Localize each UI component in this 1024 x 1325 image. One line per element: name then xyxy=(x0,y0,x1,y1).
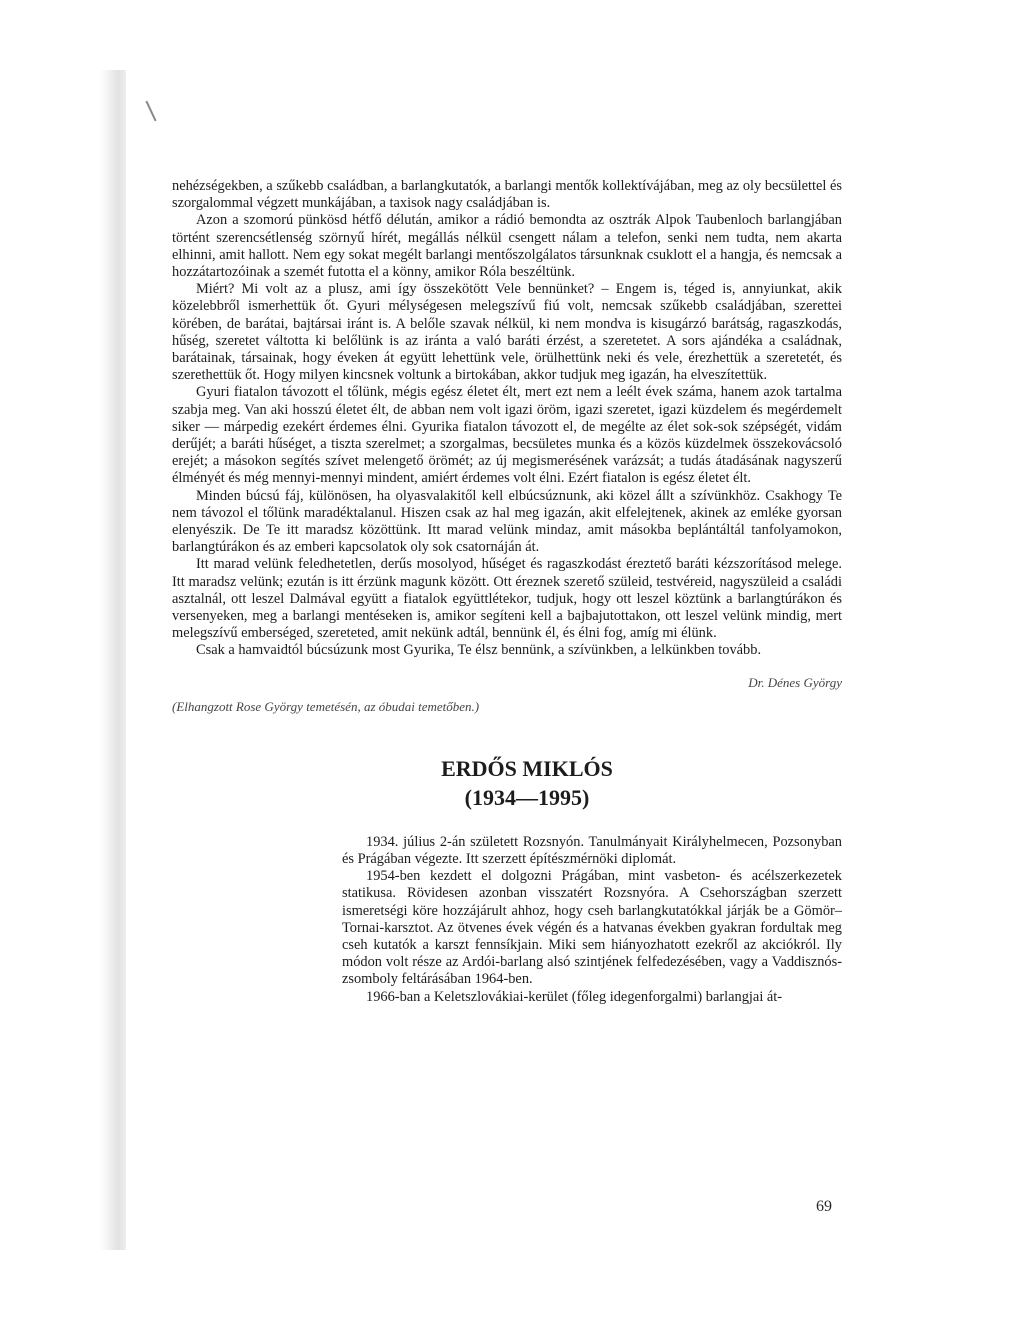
paragraph-2: Azon a szomorú pünkösd hétfő délután, amikor a rádió bemondta az osztrák Alpok Taubenloch barlangjában történt szerencsétlenség szörnyű hírét, megállás nélkül csengett nálam a telefon, senki nem tudta, nem akarta elhinni, amit hallott. Nem egy sokat megélt barlangi mentőszolgálatos társunknak csuklott el a hangja, és nemcsak a hozzátartozóinak a szemét futotta el a könny, amikor Róla beszéltünk. xyxy=(172,212,842,281)
paragraph-4: Gyuri fiatalon távozott el tőlünk, mégis egész életet élt, mert ezt nem a leélt évek száma, hanem azok tartalma szabja meg. Van aki hosszú életet élt, de abban nem volt igazi öröm, igazi szeretet, igazi küzdelem és megérdemelt siker — márpedig ezekért érdemes élni. Gyurika fiatalon távozott el, de megélte az élet sok-sok szépségét, vidám derűjét; a baráti hűséget, a tiszta szerelmet; a szorgalmas, becsületes munka és a közös küzdelmek összekovácsoló erejét; a másokon segítés szívet melengető örömét; az új megismerésének varázsát; a tudás átadásának nagyszerű élményét és még mennyi-mennyi mindent, amiért érdemes volt élni. Ezért fiatalon is egész életet élt. xyxy=(172,384,842,487)
obituary-paragraph-3: 1966-ban a Keletszlovákiai-kerület (főleg idegenforgalmi) barlangjai át- xyxy=(366,988,783,1005)
obituary-years: (1934—1995) xyxy=(464,784,590,810)
page-content xyxy=(172,178,842,1006)
obituary-title: ERDŐS MIKLÓS xyxy=(441,755,613,781)
scan-mark xyxy=(145,101,156,122)
obituary-paragraph-1: 1934. július 2-án született Rozsnyón. Tanulmányait Királyhelmecen, Pozsonyban és Prágában végezte. Itt szerzett építészmérnöki diplomát. xyxy=(342,833,842,867)
signature: Dr. Dénes György xyxy=(748,674,842,690)
page-number: 69 xyxy=(816,1198,832,1215)
scan-shadow-edge xyxy=(100,70,126,1250)
paragraph-1: nehézségekben, a szűkebb családban, a barlangkutatók, a barlangi mentők kollektívájában, meg az oly becsülettel és szorgalommal végzett munkájában, a taxisok nagy családjában is. xyxy=(172,178,842,212)
obituary-body xyxy=(342,834,842,1006)
signature-block xyxy=(172,674,842,720)
paragraph-7: Csak a hamvaidtól búcsúzunk most Gyurika, Te élsz bennünk, a szívünkben, a lelkünkben tovább. xyxy=(196,642,762,659)
paragraph-5: Minden búcsú fáj, különösen, ha olyasvalakitől kell elbúcsúznunk, aki közel állt a szívünkhöz. Csakhogy Te nem távozol el tőlünk maradéktalanul. Hiszen csak az hal meg igazán, akit elfelejtenek, akinek az emléke gyorsan elenyészik. De Te itt maradsz közöttünk. Itt marad velünk mindaz, amit másokba beplántáltál tanfolyamokon, barlangtúrákon és az emberi kapcsolatok oly sok csatornáján át. xyxy=(172,487,842,556)
paragraph-6: Itt marad velünk feledhetetlen, derűs mosolyod, hűséget és ragaszkodást éreztető baráti kézszorításod melege. Itt maradsz velünk; ezután is itt érzünk magunk között. Ott éreznek szerető szüleid, testvéreid, nagyszüleid a családi asztalnál, ott leszel Dalmával együtt a fiatalok együttlétekor, tudjuk, hogy ott leszel köztünk a barlangtúrákon és versenyeken, meg a barlangi mentéseken is, amikor segíteni kell a bajbajutottakon, ott leszel velünk mindig, mert melegszívű emberséged, szereteted, amit nekünk adtál, bennünk él, és élni fog, amíg mi élünk. xyxy=(172,556,842,642)
paragraph-3: Miért? Mi volt az a plusz, ami így összekötött Vele bennünket? – Engem is, téged is, annyiunkat, akik közelebbről ismerhettük őt. Gyuri mélységesen melegszívű fiú volt, nemcsak szűkebb családjában, szerettei körében, de barátai, bajtársai iránt is. A belőle szavak nélkül, ki nem mondva is kisugárzó barátság, ragaszkodás, hűség, szeretet váltotta ki belőlünk is az iránta a való baráti érzést, a szeretetet. A sors ajándéka a családnak, barátainak, társainak, hogy éveken át együtt lehettünk vele, örülhettünk neki és vele, érezhettük a szeretetét, és szerethettük őt. Hogy milyen kincsnek voltunk a birtokában, akkor tudjuk meg igazán, ha elveszítettük. xyxy=(172,281,842,384)
source-note: (Elhangzott Rose György temetésén, az óbudai temetőben.) xyxy=(172,698,480,714)
obituary-paragraph-2: 1954-ben kezdett el dolgozni Prágában, mint vasbeton- és acélszerkezetek statikusa. Rövidesen azonban visszatért Rozsnyóra. A Csehországban szerzett ismeretségi köre hozzájárult ahhoz, hogy cseh barlangkutatókkal járják be a Gömör–Tornai-karsztot. Az ötvenes évek végén és a hatvanas években gyakran fordultak meg cseh kutatók a karszt fennsíkjain. Miki sem hiányozhatott ezekről az akciókról. Ily módon volt része az Ardói-barlang alsó szintjének felfedezésében, vagy a Vaddisznós-zsomboly feltárásában 1964-ben. xyxy=(342,868,842,988)
